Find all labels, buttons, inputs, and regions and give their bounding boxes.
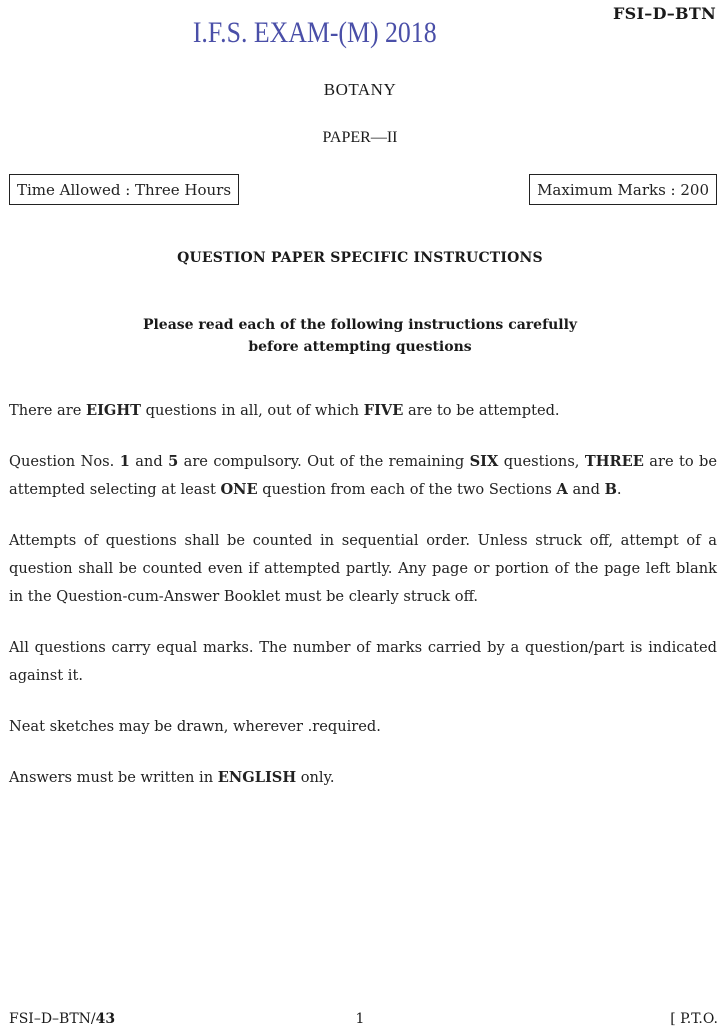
footer-code-number: 43 — [95, 1011, 116, 1027]
instruction-paragraph-1 — [9, 397, 717, 425]
bold-run: EIGHT — [85, 402, 142, 419]
text-run: question from each of the two Sections — [257, 481, 557, 498]
maximum-marks-box: Maximum Marks : 200 — [529, 174, 717, 205]
instruction-paragraph-4: All questions carry equal marks. The number of marks carried by a question/part is indicated against it. — [9, 639, 717, 684]
text-run: Answers must be written in — [9, 769, 218, 786]
paper-code: FSI–D–BTN — [612, 4, 716, 23]
paper-title — [0, 129, 720, 147]
text-run: . — [616, 481, 622, 498]
subject-title: BOTANY — [323, 80, 397, 99]
subheading-line-1: Please read each of the following instructions carefully — [142, 317, 578, 333]
instruction-paragraph-3: Attempts of questions shall be counted in sequential order. Unless struck off, attempt of a question shall be counted even if attempted partly. Any page or portion of the page left blank in the Question-cum-Answer Booklet must be clearly struck off. — [9, 532, 717, 605]
text-run: and — [567, 481, 605, 498]
text-run: There are — [9, 402, 86, 419]
paper-title-text: PAPER—II — [322, 129, 398, 146]
instructions-subheading — [0, 314, 720, 358]
bold-run: THREE — [584, 453, 644, 470]
text-run: questions in all, out of which — [141, 402, 364, 419]
instruction-paragraph-2 — [9, 448, 717, 504]
pto-marker: [ P.T.O. — [670, 1011, 718, 1027]
subheading-line-2: before attempting questions — [248, 339, 472, 355]
bold-run: 1 — [119, 453, 130, 470]
text-run: are to be attempted. — [403, 402, 560, 419]
bold-run: B — [604, 481, 617, 498]
bold-run: 5 — [168, 453, 179, 470]
bold-run: ONE — [220, 481, 258, 498]
bold-run: A — [556, 481, 568, 498]
exam-stamp-text: I.F.S. EXAM-(M) 2018 — [193, 16, 437, 49]
page-number: 1 — [355, 1011, 365, 1027]
text-run: and — [129, 453, 169, 470]
bold-run: ENGLISH — [217, 769, 297, 786]
text-run: are to be attempted selecting at least — [9, 453, 717, 498]
time-allowed-box: Time Allowed : Three Hours — [9, 174, 239, 205]
text-run: Question Nos. — [9, 453, 120, 470]
text-run: only. — [296, 769, 335, 786]
instructions-heading: QUESTION PAPER SPECIFIC INSTRUCTIONS — [177, 250, 543, 266]
instruction-paragraph-6 — [9, 764, 717, 792]
bold-run: SIX — [469, 453, 499, 470]
instruction-paragraph-5: Neat sketches may be drawn, wherever .required. — [9, 718, 381, 735]
footer-code-text: FSI–D–BTN/ — [9, 1011, 96, 1027]
text-run: are compulsory. Out of the remaining — [178, 453, 470, 470]
bold-run: FIVE — [363, 402, 404, 419]
text-run: questions, — [498, 453, 585, 470]
